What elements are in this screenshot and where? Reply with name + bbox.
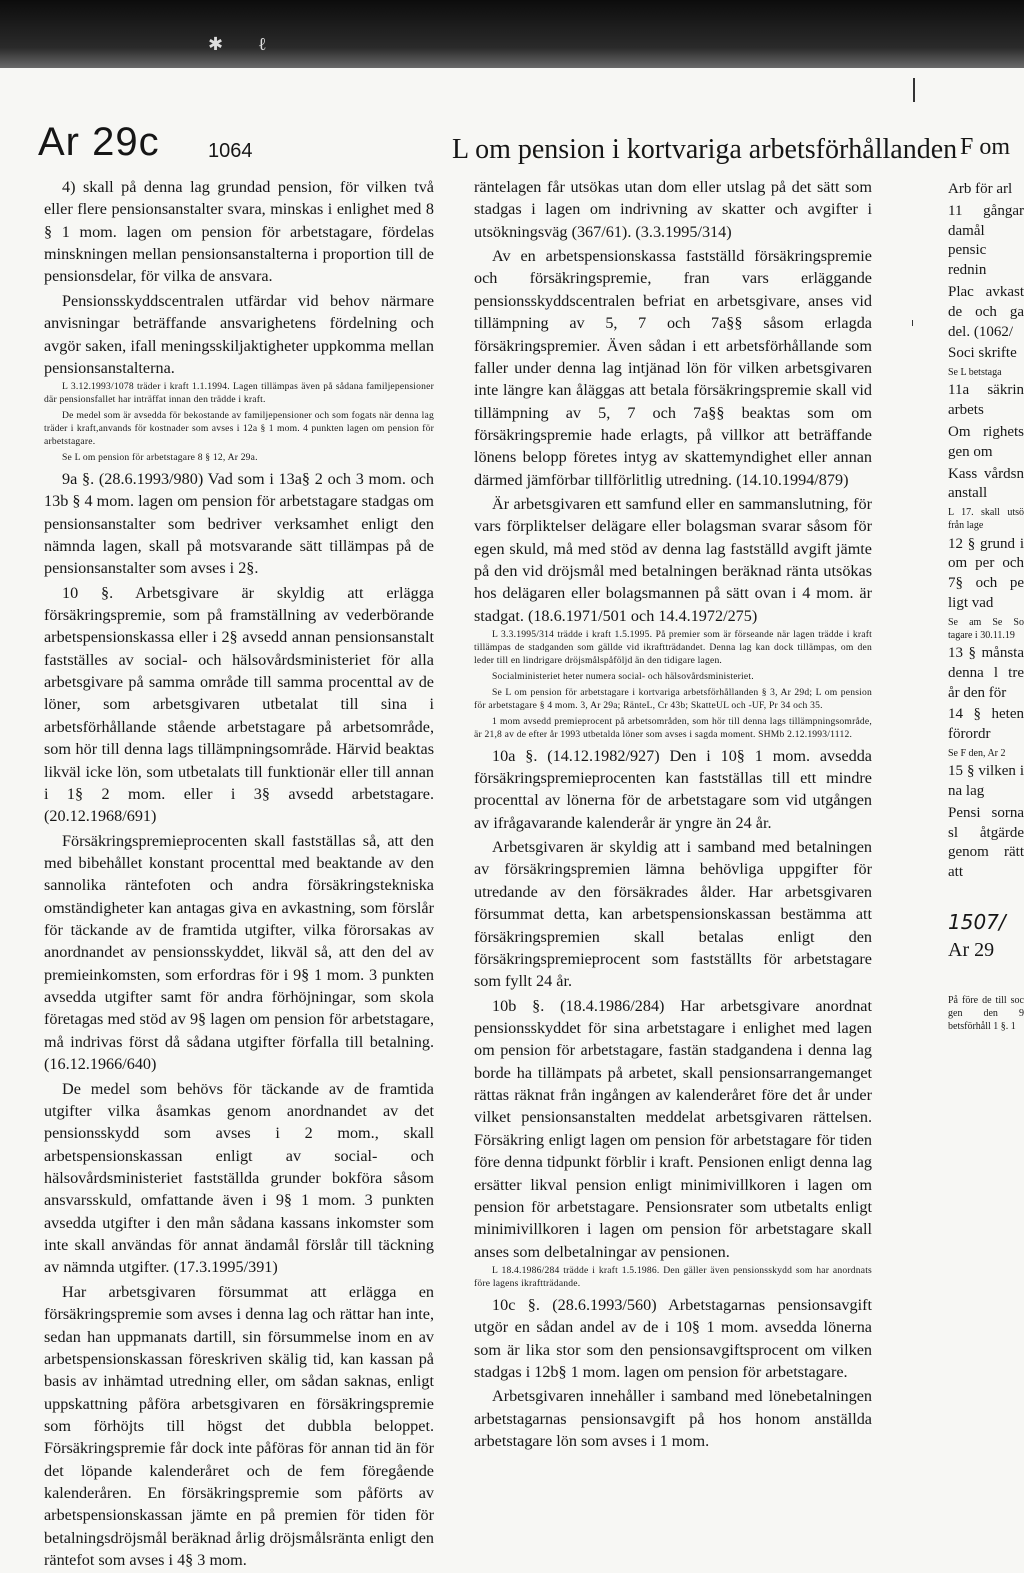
paragraph: Försäkringspremieprocenten skall fastställas så, att den med bibehållet konstant procenttal med beaktande av den sannolika räntefoten och andra försäkringstekniska omständigheter kan antagas giva en avkastning, som förslår för täckande av de framtida utgifter, vilka förorsakas av anordnandet av pensionsskyddet, likväl så, att den del av premieinkomsten, som erfordras för i 9§ 1 mom. 3 punkten avsedda utgifter samt för andra förhöjningar, som skola företagas med stöd av 9§ lagen om pension för arbetstagare, må indrivas först då sådana utgifter förfalla till betalning. (16.12.1966/640) [44, 831, 434, 1074]
column-left [44, 176, 434, 1573]
edge-text: L 17. skall utsö från lage [948, 507, 1024, 532]
footnote: Socialministeriet heter numera social- och hälsovårdsministeriet. [492, 671, 754, 682]
margin-tick [912, 320, 913, 326]
scan-mark-icon: ℓ [258, 34, 267, 54]
footnote: De medel som är avsedda för bekostande av familjepensioner och som fogats när denna lag träder i kraft,anvands för kostnader som avses i 12a § 1 mom. 4 punkten lagen om pension för arbetstagare. [44, 410, 434, 447]
edge-text: 15 § vilken i na lag [948, 763, 1024, 800]
handwritten-note: 1507/ [948, 910, 1006, 935]
edge-text: 12 § grund i om per och 7§ och pe ligt vad [948, 535, 1024, 611]
edge-text: Pensi sorna sl åtgärde genom rätt att [948, 804, 1024, 881]
paragraph: Pensionsskyddscentralen utfärdar vid behov närmare anvisningar beträffande ansvarighetens fördelning och avgör saken, ifall meningsskiljaktigheter uppkomma mellan pensionsanstalterna. [44, 291, 434, 377]
edge-text: Arb för arl [948, 181, 1013, 197]
footnote: Se L om pension för arbetstagare i kortvariga arbetsförhållanden § 3, Ar 29d; L om pension för arbetstagare § 4 mom. 3, Ar 29a; RänteL, Cr 43b; SkatteUL och -UF, Pr 34 och 35. [474, 686, 872, 711]
section-code: Ar 29c [38, 120, 160, 164]
edge-text: Om righets gen om [948, 423, 1024, 460]
edge-text: 13 § månsta denna l tre år den för [948, 645, 1024, 701]
edge-text: 11 gångar damål pensic rednin [948, 202, 1024, 279]
paragraph: 4) skall på denna lag grundad pension, för vilken två eller flere pensionsanstalter svara, minskas i enlighet med 8 § 1 mom. lagen om pension för arbetstagare, fördelas minskningen mellan pensionsanstalterna i proportion till de pensionsdelar, för vilka de ansvara. [44, 178, 434, 286]
paragraph: Är arbetsgivaren ett samfund eller en sammanslutning, för vars förpliktelser delägare eller bolagsman svarar såsom för egen skuld, må med stöd av denna lag fastställd avgift jämte på den vid dröjsmål med betalningen beräknad ränta utsökas hos delägaren eller bolagsmannen på sätt ovan i 4 mom. är stadgat. (18.6.1971/501 och 14.4.1972/275) [474, 495, 872, 625]
page-number: 1064 [208, 140, 253, 162]
margin-tick [913, 78, 915, 102]
section-10c: 10c §. (28.6.1993/560) Arbetstagarnas pensionsavgift utgör en sådan andel av de i 10§ 1 mom. avsedda lönerna som är lika stor som den pensionsavgiftsprocent om vilken stadgas i 12b§ 1 mom. lagen om pension för arbetstagare. [474, 1295, 872, 1381]
edge-text: Se F den, Ar 2 [948, 748, 1006, 760]
edge-text: Soci skrifte [948, 345, 1017, 362]
paragraph: räntelagen får utsökas utan dom eller utslag på det sätt som stadgas i lagen om indrivning av skatter och avgifter i utsökningsväg (367/61). (3.3.1995/314) [474, 178, 872, 241]
edge-text: Ar 29 [948, 939, 995, 962]
footnote: L 3.12.1993/1078 träder i kraft 1.1.1994. Lagen tillämpas även på sådana familjepensioner där pensionsfallet har inträffat innan den trädde i kraft. [44, 381, 434, 406]
footnote: 1 mom avsedd premieprocent på arbetsområden, som hör till denna lags tillämpningsområde, är 21,8 av de efter år 1993 utbetalda löner som avses i sagda moment. SHMb 2.12.1993/1112. [474, 715, 872, 740]
edge-running-title: F om [960, 134, 1011, 160]
footnote: L 3.3.1995/314 trädde i kraft 1.5.1995. På premier som är förseande när lagen trädde i kraft tillämpas de stadganden som gällde vid ikraftträdandet. Denna lag kan dock tillämpas, om den leder till en lindrigare dröjsmålspåföljd än den tidigare lagen. [474, 629, 872, 667]
scan-dark-band [0, 0, 1024, 68]
footnote: L 18.4.1986/284 trädde i kraft 1.5.1986. Den gäller även pensionsskydd som har anordnats före lagens ikraftträdande. [474, 1264, 872, 1289]
section-10b: 10b §. (18.4.1986/284) Har arbetsgivare anordnat pensionsskyddet för sina arbetstagare i enlighet med lagen om pension för arbetstagare, fastän stadgandena i denna lag borde ha tillämpats på arbetet, skall pensionsarrangemanget rättas räknat från ingången av kalenderåret före det år under vilket pensionsanstalten meddelat arbetsgivaren rättelsen. Försäkring enligt lagen om pension för arbetstagare för tiden före denna tidpunkt förblir i kraft. Pensionen enligt denna lag ersätter likval pension enligt minimivillkoren i lagen om pension för arbetstagare. Pensionsrater som utbetalts enligt minimivillkoren i lagen om pension för arbetstagare skall anses som delbetalningar av pensionen. [474, 996, 872, 1261]
column-middle [474, 176, 872, 1454]
section-10a: 10a §. (14.12.1982/927) Den i 10§ 1 mom. avsedda försäkringspremieprocenten kan fastställas till ett mindre procenttal av lönerna för de arbetstagare som vid utgången av ifrågavarande kalenderår är yngre än 24 år. [474, 746, 872, 832]
paragraph: De medel som behövs för täckande av de framtida utgifter vilka åsamkas genom anordnandet av det pensionsskydd som avses i 2 mom., skall arbetspensionskassan enligt av social- och hälsovårdsministeriet fastställda grunder bokföra såsom ansvarsskuld, omfattande även i 9§ 1 mom. 3 punkten avsedda utgifter i den mån sådana kassans inkomster som inte skall användas för annat ändamål förslår till täckning av nämnda utgifter. (17.3.1995/391) [44, 1079, 434, 1277]
paragraph: Av en arbetspensionskassa fastställd försäkringspremie och försäkringspremie, fran vars erläggande pensionsskyddscentralen befriat en arbetsgivare, anses vid tillämpning av 5, 7 och 7a§§ såsom erlagda försäkringspremier. Även sådan i ett arbetsförhållande som faller under denna lag intjänad lön för vilken arbetsgivaren inte längre kan åläggas att betala försäkringspremie skall vid tillämpning av 5, 7 och 7a§§ beaktas som om försäkringspremie hade erlagts, på villkor att beträffande lönens belopp företes intyg av skattemyndighet eller annan därmed jämförbar tillförlitlig utredning. (14.10.1994/879) [474, 247, 872, 489]
section-10: 10 §. Arbetsgivare är skyldig att erlägga försäkringspremie, som på framställning av vederbörande arbetspensionskassa eller i 2§ avsedd annan pensionsanstalt fastställes av social- och hälsovårdsministeriet för alla arbetsgivare på samma område till samma procenttal av de löner, som arbetsgivaren utbetalat till sina i arbetsförhållande stående arbetstagare på arbetsområde, som hör till denna lags tillämpningsområde. Härvid beaktas likväl icke lön, som utbetalats till funktionär eller till annan i 1§ 2 mom. eller i 3§ avsedd arbetstagare. (20.12.1968/691) [44, 583, 434, 826]
paragraph: Har arbetsgivaren försummat att erlägga en försäkringspremie som avses i denna lag och rättar han inte, sedan han uppmanats dartill, sin försummelse inom en av arbetspensionskassan föreskriven skälig tid, kan kassan på basis av inhämtad utredning eller, om sådan saknas, enligt uppskattning påföra arbetsgivaren en försäkringspremie som förhöjts till högst det dubbla beloppet. Försäkringspremie får dock inte påföras för annan tid än för det löpande kalenderåret och de fem föregående kalenderåren. En försäkringspremie som påförts av arbetspensionskassan jämte en på premien för tiden för betalningsdröjsmål beräknad årlig dröjsmålsränta enligt den räntefot som avses i 4§ 3 mom. [44, 1282, 434, 1570]
paragraph: Arbetsgivaren är skyldig att i samband med betalningen av försäkringspremien lämna behövliga uppgifter för utredande av den försäkrades ålder. Har arbetsgivaren försummat detta, kan arbetspensionskassan bestämma att försäkringspremien skall betalas enligt den försäkringspremieprocent som fastställts för arbetstagare som fyllt 24 år. [474, 838, 872, 991]
edge-text: 14 § heten förordr [948, 706, 1024, 743]
edge-text: 11a säkrin arbets [948, 382, 1024, 419]
edge-text: Se am Se So tagare i 30.11.19 [948, 616, 1024, 641]
edge-text: Plac avkast de och ga del. (1062/ [948, 283, 1024, 340]
section-9a: 9a §. (28.6.1993/980) Vad som i 13a§ 2 och 3 mom. och 13b § 4 mom. lagen om pension för arbetstagare stadgas om pensionsanstalter som bedriver verksamhet enligt den nämnda lagen, skall på motsvarande sätt tillämpas på de pensionsanstalter som avses i 2§. [44, 469, 434, 578]
scan-mark-icon: ✱ [208, 34, 224, 54]
edge-text: Se L betstaga [948, 367, 1002, 379]
paragraph: Arbetsgivaren innehåller i samband med lönebetalningen arbetstagarnas pensionsavgift på hos honom anställda arbetstagare lön som avses i 1 mom. [474, 1387, 872, 1450]
edge-text: På före de till soc gen den 9 betsförhåll 1 §. 1 [948, 994, 1024, 1033]
column-edge-cropped [948, 176, 1024, 1416]
edge-text: Kass vårdsn anstall [948, 465, 1024, 502]
footnote: Se L om pension för arbetstagare 8 § 12, Ar 29a. [62, 451, 258, 463]
running-title: L om pension i kortvariga arbetsförhållanden [452, 134, 958, 165]
